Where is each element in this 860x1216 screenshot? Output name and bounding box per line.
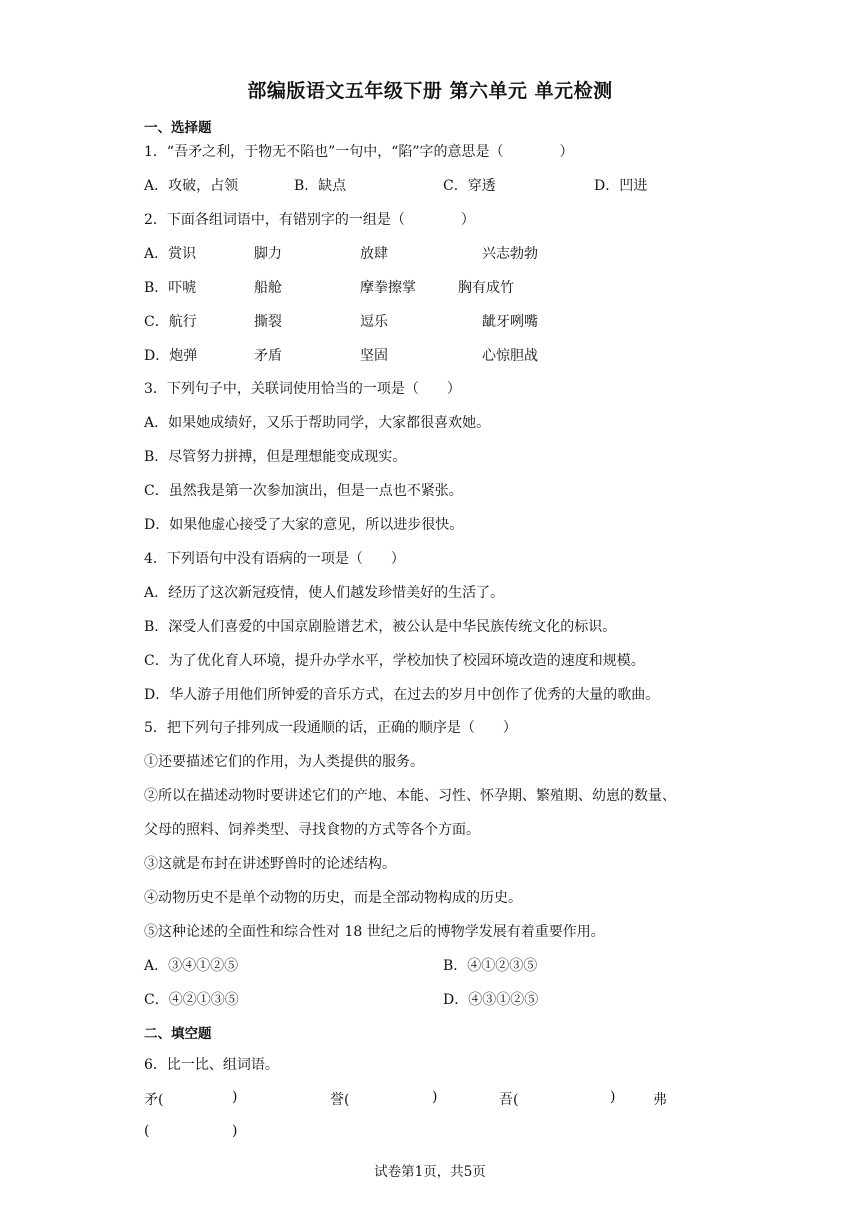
option-b: B．缺点 <box>294 178 347 194</box>
question-5-options <box>144 989 744 1009</box>
question-3-option-d: D．如果他虚心接受了大家的意见，所以进步很快。 <box>144 517 464 533</box>
word: 心惊胆战 <box>482 348 538 364</box>
section-heading-choice: 一、选择题 <box>144 120 212 136</box>
question-4-option-a: A．经历了这次新冠疫情，使人们越发珍惜美好的生活了。 <box>144 585 505 601</box>
section-heading-fill: 二、填空题 <box>144 1026 212 1042</box>
word: B．吓唬 <box>144 280 197 296</box>
char-blank-close: ) <box>610 1089 616 1105</box>
word: D．炮弹 <box>144 348 198 364</box>
char-blank-close: ) <box>232 1089 238 1105</box>
question-2-option-row <box>144 243 744 263</box>
question-5-sentence-2: ②所以在描述动物时要讲述它们的产地、本能、习性、怀孕期、繁殖期、幼崽的数量、 <box>144 788 676 804</box>
word: 脚力 <box>254 246 282 262</box>
word: 兴志勃勃 <box>482 246 538 262</box>
word: 龇牙咧嘴 <box>482 314 538 330</box>
question-5-sentence-3: ③这就是布封在讲述野兽时的论述结构。 <box>144 856 396 872</box>
word: 船舱 <box>254 280 282 296</box>
word: 撕裂 <box>254 314 282 330</box>
question-2-stem: 2．下面各组词语中，有错别字的一组是（ ） <box>144 212 475 228</box>
question-3-stem: 3．下列句子中，关联词使用恰当的一项是（ ） <box>144 381 461 397</box>
option-c: C．④②①③⑤ <box>144 992 239 1008</box>
question-5-sentence-1: ①还要描述它们的作用，为人类提供的服务。 <box>144 754 424 770</box>
question-5-stem: 5．把下列句子排列成一段通顺的话，正确的顺序是（ ） <box>144 720 517 736</box>
char-blank-open: 矛( <box>144 1092 164 1108</box>
option-b: B．④①②③⑤ <box>443 958 538 974</box>
question-5-sentence-5: ⑤这种论述的全面性和综合性对 18 世纪之后的博物学发展有着重要作用。 <box>144 924 605 940</box>
word: C．航行 <box>144 314 197 330</box>
question-6-stem: 6．比一比、组词语。 <box>144 1057 279 1073</box>
option-a: A．攻破，占领 <box>144 178 239 194</box>
option-c: C．穿透 <box>443 178 496 194</box>
word: 胸有成竹 <box>458 280 514 296</box>
char-blank-open: ( <box>144 1123 150 1139</box>
option-d: D．④③①②⑤ <box>443 992 539 1008</box>
question-4-option-c: C．为了优化育人环境，提升办学水平，学校加快了校园环境改造的速度和规模。 <box>144 653 645 669</box>
question-5-options <box>144 955 744 975</box>
question-3-option-b: B．尽管努力拼搏，但是理想能变成现实。 <box>144 449 407 465</box>
char-label: 弗 <box>653 1092 667 1108</box>
char-blank-open: 吾( <box>499 1092 519 1108</box>
question-4-option-d: D．华人游子用他们所钟爱的音乐方式，在过去的岁月中创作了优秀的大量的歌曲。 <box>144 687 660 703</box>
question-1-options <box>144 175 744 195</box>
page-title: 部编版语文五年级下册 第六单元 单元检测 <box>247 80 613 102</box>
question-3-option-c: C．虽然我是第一次参加演出，但是一点也不紧张。 <box>144 483 463 499</box>
question-2-option-row <box>144 277 744 297</box>
word: 放肆 <box>360 246 388 262</box>
question-4-option-b: B．深受人们喜爱的中国京剧脸谱艺术，被公认是中华民族传统文化的标识。 <box>144 619 617 635</box>
word: 摩拳擦掌 <box>360 280 416 296</box>
option-a: A．③④①②⑤ <box>144 958 239 974</box>
char-blank-close: ) <box>232 1123 238 1139</box>
word: 坚固 <box>360 348 388 364</box>
question-5-sentence-2-cont: 父母的照料、饲养类型、寻找食物的方式等各个方面。 <box>144 822 480 838</box>
question-4-stem: 4．下列语句中没有语病的一项是（ ） <box>144 551 405 567</box>
question-2-option-row <box>144 311 744 331</box>
char-blank-open: 誉( <box>330 1092 350 1108</box>
question-6-blanks-cont <box>144 1123 744 1143</box>
question-1-stem: 1．“吾矛之利，于物无不陷也”一句中，“陷”字的意思是（ ） <box>144 144 574 160</box>
question-5-sentence-4: ④动物历史不是单个动物的历史，而是全部动物构成的历史。 <box>144 890 522 906</box>
word: 矛盾 <box>254 348 282 364</box>
page-footer: 试卷第1页，共5页 <box>374 1164 486 1180</box>
question-3-option-a: A．如果她成绩好，又乐于帮助同学，大家都很喜欢她。 <box>144 415 491 431</box>
option-d: D．凹进 <box>594 178 648 194</box>
char-blank-close: ) <box>432 1089 438 1105</box>
word: 逗乐 <box>360 314 388 330</box>
question-2-option-row <box>144 345 744 365</box>
word: A．赏识 <box>144 246 197 262</box>
question-6-blanks <box>144 1089 744 1109</box>
